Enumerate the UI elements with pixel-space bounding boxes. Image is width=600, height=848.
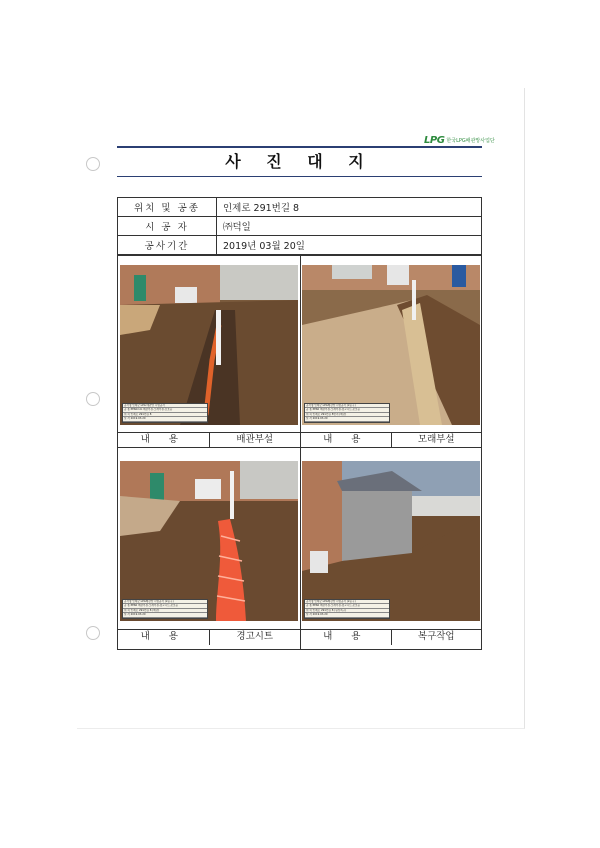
page-title: 사 진 대 지	[225, 152, 374, 171]
title-rule-top	[117, 146, 482, 148]
stamp-line: 위 치 인제로 291번길 8	[123, 413, 207, 418]
photo-caption	[301, 432, 481, 448]
company-logo	[424, 135, 495, 146]
stamp-line: 일 자 2019.03.20	[123, 613, 207, 618]
site-photo-restoration	[302, 461, 480, 621]
photo-grid-divider	[300, 256, 301, 649]
stamp-line: 위 치 인제로 291번길 8번지 (배관)	[305, 413, 389, 418]
photo-caption	[118, 432, 300, 448]
caption-value: 모래부설	[391, 433, 482, 447]
info-row-period	[118, 236, 482, 255]
binder-hole-icon	[86, 392, 100, 406]
caption-value: 경고시트	[209, 630, 301, 645]
title-rule-bottom	[117, 176, 482, 177]
stamp-line: 일 자 2019.03.20	[123, 417, 207, 422]
info-label: 시 공 자	[118, 217, 217, 236]
info-row-location	[118, 198, 482, 217]
trench-photo-image	[120, 461, 298, 621]
stamp-line: 일 자 2019.03.20	[305, 613, 389, 618]
photo-info-stamp	[304, 403, 390, 423]
stamp-line: 공사명 인제군 LPG배관망 시범공사 (2공구)	[305, 404, 389, 409]
photo-info-stamp	[122, 599, 208, 619]
stamp-line: 공 종 PE60 배관부설,모래부설,경고시트,보호공	[123, 604, 207, 609]
info-value: 2019년 03월 20일	[217, 236, 482, 255]
binder-hole-icon	[86, 626, 100, 640]
photo-info-stamp	[304, 599, 390, 619]
stamp-line: 일 자 2019.03.20	[305, 417, 389, 422]
stamp-line: 위 치 인제로 291번길 8 (배관)	[123, 609, 207, 614]
info-table	[117, 197, 482, 255]
photo-caption	[301, 629, 481, 645]
trench-photo-image	[302, 461, 480, 621]
caption-label: 내 용	[140, 631, 186, 642]
photo-grid	[117, 255, 482, 650]
site-photo-warning-sheet	[120, 461, 298, 621]
site-photo-sand-laying	[302, 265, 480, 425]
info-value: 인제로 291번길 8	[217, 198, 482, 217]
stamp-line: 공사명 인제군 LPG 배관망 시범공사	[123, 404, 207, 409]
stamp-line: 공 종 PE60mm 배관부설,모래부설,보호공	[123, 408, 207, 413]
caption-label: 내 용	[323, 434, 369, 445]
caption-label: 내 용	[323, 631, 369, 642]
photo-caption	[118, 629, 300, 645]
site-photo-pipe-laying	[120, 265, 298, 425]
info-row-contractor	[118, 217, 482, 236]
trench-photo-image	[120, 265, 298, 425]
stamp-line: 위 치 인제로 291번길 8 (원상복구)	[305, 609, 389, 614]
info-label: 공사기간	[118, 236, 217, 255]
stamp-line: 공 종 PE60 배관부설,모래부설,경고시트,보호공	[305, 604, 389, 609]
info-label: 위치 및 공종	[118, 198, 217, 217]
photo-info-stamp	[122, 403, 208, 423]
trench-photo-image	[302, 265, 480, 425]
caption-label: 내 용	[140, 434, 186, 445]
logo-text: 한국LPG배관망사업단	[446, 138, 495, 144]
logo-mark: LPG	[424, 135, 445, 146]
stamp-line: 공 종 PE60 배관부설,모래부설,경고시트,보호공	[305, 408, 389, 413]
stamp-line: 공사명 인제군 LPG배관망 시범공사 (2공구)	[123, 600, 207, 605]
stamp-line: 공사명 인제군 LPG배관망 시범공사 (2공구)	[305, 600, 389, 605]
binder-hole-icon	[86, 157, 100, 171]
caption-value: 배관부설	[209, 433, 301, 447]
info-value: ㈜덕일	[217, 217, 482, 236]
caption-value: 복구작업	[391, 630, 482, 645]
